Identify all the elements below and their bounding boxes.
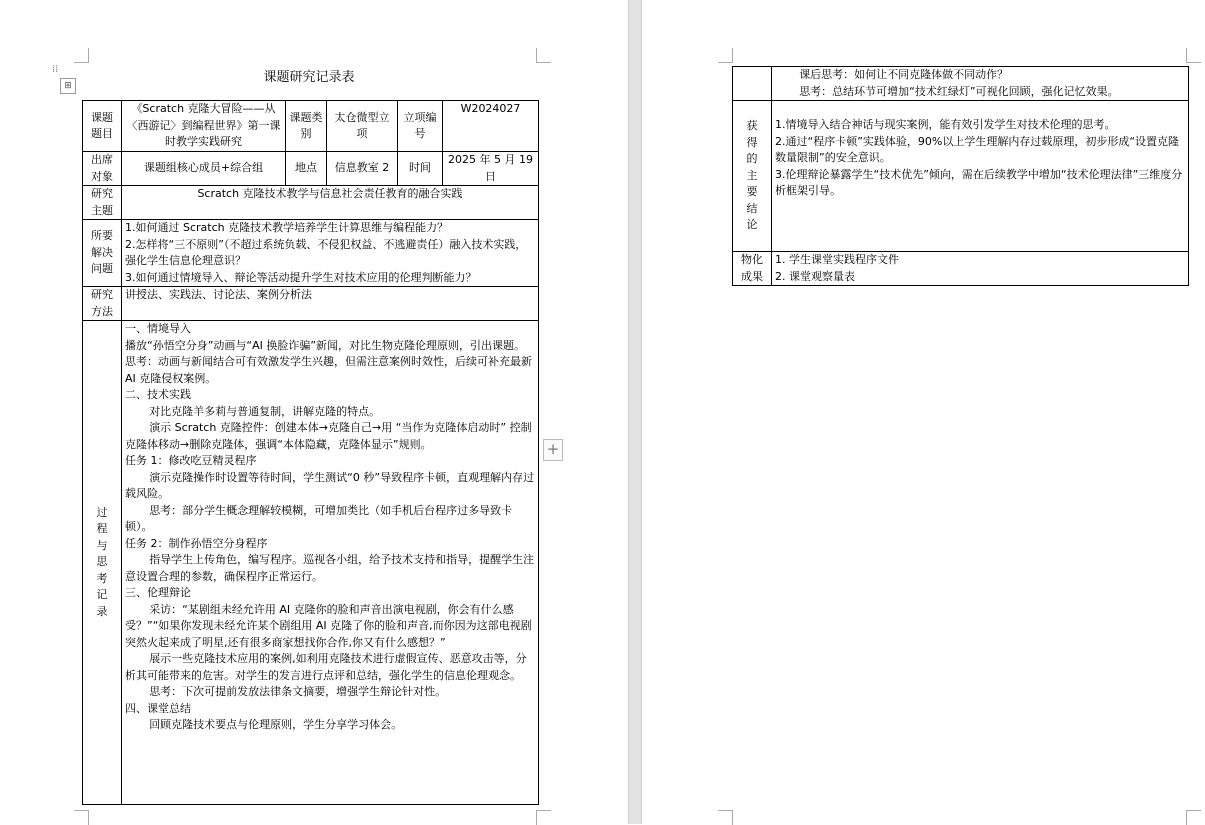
crop-mark [1186, 810, 1201, 825]
crop-mark [536, 810, 551, 825]
section-heading: 二、技术实践 [125, 388, 191, 401]
paragraph: 思考：总结环节可增加“技术红绿灯”可视化回顾，强化记忆效果。 [799, 84, 1119, 98]
time-label: 时间 [398, 152, 443, 186]
paragraph: 演示克隆操作时设置等待时间，学生测试“0 秒”导致程序卡顿，直观理解内存过载风险。 [125, 470, 535, 500]
time-value[interactable]: 2025 年 5 月 19 日 [443, 152, 539, 186]
paragraph: 演示 Scratch 克隆控件：创建本体→克隆自己→用 “当作为克隆体启动时” 控制克隆体移动→删除克隆体，强调“本体隐藏，克隆体显示”规则。 [125, 421, 532, 451]
result-item: 1. 学生课堂实践程序文件 [775, 253, 899, 266]
add-column-button[interactable]: + [543, 439, 563, 461]
process-content-continued[interactable] [772, 67, 1189, 101]
section-heading: 一、情境导入 [125, 322, 191, 335]
topic-value[interactable]: 《Scratch 克隆大冒险——从〈西游记〉到编程世界》第一课时教学实践研究 [122, 101, 286, 152]
place-value[interactable]: 信息教室 2 [327, 152, 398, 186]
process-content[interactable] [122, 321, 539, 805]
paragraph: 播放“孙悟空分身”动画与“AI 换脸诈骗”新闻，对比生物克隆伦理原则，引出课题。 [125, 338, 526, 352]
conclusion-item: 1.情境导入结合神话与现实案例，能有效引发学生对技术伦理的思考。 [775, 118, 1116, 131]
section-heading: 三、伦理辩论 [125, 586, 191, 599]
attendees-label: 出席对象 [83, 152, 122, 186]
type-label: 课题类别 [286, 101, 327, 152]
theme-label: 研究主题 [83, 186, 122, 220]
document-title: 课题研究记录表 [263, 70, 355, 85]
crop-mark [536, 48, 551, 63]
conclusion-item: 3.伦理辩论暴露学生“技术优先”倾向，需在后续教学中增加“技术伦理法律”三维度分析框架引导。 [775, 167, 1183, 197]
paragraph: 思考：动画与新闻结合可有效激发学生兴趣，但需注意案例时效性，后续可补充最新 AI 克隆侵权案例。 [125, 355, 532, 385]
crop-mark [718, 48, 733, 63]
conclusion-label [733, 101, 772, 252]
methods-label: 研究方法 [83, 287, 122, 321]
drag-dots-icon: ⁞⁞ [52, 64, 59, 75]
process-label-continued [733, 67, 772, 101]
results-content[interactable] [772, 252, 1189, 286]
conclusion-item: 2.通过“程序卡顿”实践体验，90%以上学生理解内存过载原理，初步形成“设置克隆数量限制”的安全意识。 [775, 134, 1180, 164]
paragraph: 采访：“某剧组未经允许用 AI 克隆你的脸和声音出演电视剧，你会有什么感受？”“如果你发现未经允许某个剧组用 AI 克隆了你的脸和声音,而你因为这部电视剧突然火起来成了明星,还有很多商家想找你合作,你又有什么感想？” [125, 602, 532, 649]
section-heading: 四、课堂总结 [125, 701, 191, 715]
topic-label: 课题题目 [83, 101, 122, 152]
problem-item: 1.如何通过 Scratch 克隆技术教学培养学生计算思维与编程能力？ [125, 221, 449, 234]
paragraph: 回顾克隆技术要点与伦理原则，学生分享学习体会。 [149, 718, 403, 731]
table-select-icon[interactable]: ⊞ [60, 78, 76, 94]
theme-value[interactable]: Scratch 克隆技术教学与信息社会责任教育的融合实践 [122, 186, 539, 220]
crop-mark [74, 810, 89, 825]
paragraph: 课后思考：如何让不同克隆体做不同动作？ [799, 68, 1009, 81]
attendees-value[interactable]: 课题组核心成员+综合组 [122, 152, 286, 186]
code-label: 立项编号 [398, 101, 443, 152]
methods-value[interactable]: 讲授法、实践法、讨论法、案例分析法 [122, 287, 539, 321]
paragraph: 指导学生上传角色，编写程序。巡视各小组，给予技术支持和指导，提醒学生注意设置合理的参数，确保程序正常运行。 [125, 553, 535, 583]
task-heading: 任务 1：修改吃豆精灵程序 [125, 454, 257, 467]
results-label: 物化成果 [733, 252, 772, 286]
table-move-handle[interactable] [52, 66, 76, 94]
place-label: 地点 [286, 152, 327, 186]
process-label [83, 321, 122, 805]
paragraph: 思考：部分学生概念理解较模糊，可增加类比（如手机后台程序过多导致卡顿）。 [125, 503, 513, 533]
problems-label: 所要解决问题 [83, 220, 122, 287]
conclusion-label-text: 获得的主要结论 [746, 119, 758, 232]
research-record-table-continued [732, 66, 1189, 286]
crop-mark [74, 48, 89, 63]
page-gap [628, 0, 642, 824]
code-value[interactable]: W2024027 [443, 101, 539, 152]
research-record-table [82, 100, 539, 805]
type-value[interactable]: 太仓微型立项 [327, 101, 398, 152]
problems-value[interactable] [122, 220, 539, 287]
paragraph: 展示一些克隆技术应用的案例,如利用克隆技术进行虚假宣传、恶意攻击等，分析其可能带来的危害。对学生的发言进行点评和总结，强化学生的信息伦理观念。 [125, 652, 527, 682]
task-heading: 任务 2：制作孙悟空分身程序 [125, 536, 268, 550]
result-item: 2. 课堂观察量表 [775, 269, 855, 283]
paragraph: 对比克隆羊多莉与普通复制，讲解克隆的特点。 [149, 404, 381, 418]
paragraph: 思考：下次可提前发放法律条文摘要，增强学生辩论针对性。 [149, 685, 447, 698]
problem-item: 3.如何通过情境导入、辩论等活动提升学生对技术应用的伦理判断能力？ [125, 270, 477, 284]
conclusion-content[interactable] [772, 101, 1189, 252]
crop-mark [1186, 48, 1201, 63]
problem-item: 2.怎样将“三不原则”（不超过系统负载、不侵犯权益、不逃避责任）融入技术实践，强化学生信息伦理意识？ [125, 237, 527, 267]
crop-mark [718, 810, 733, 825]
process-label-text: 过程与思考记录 [96, 505, 108, 618]
